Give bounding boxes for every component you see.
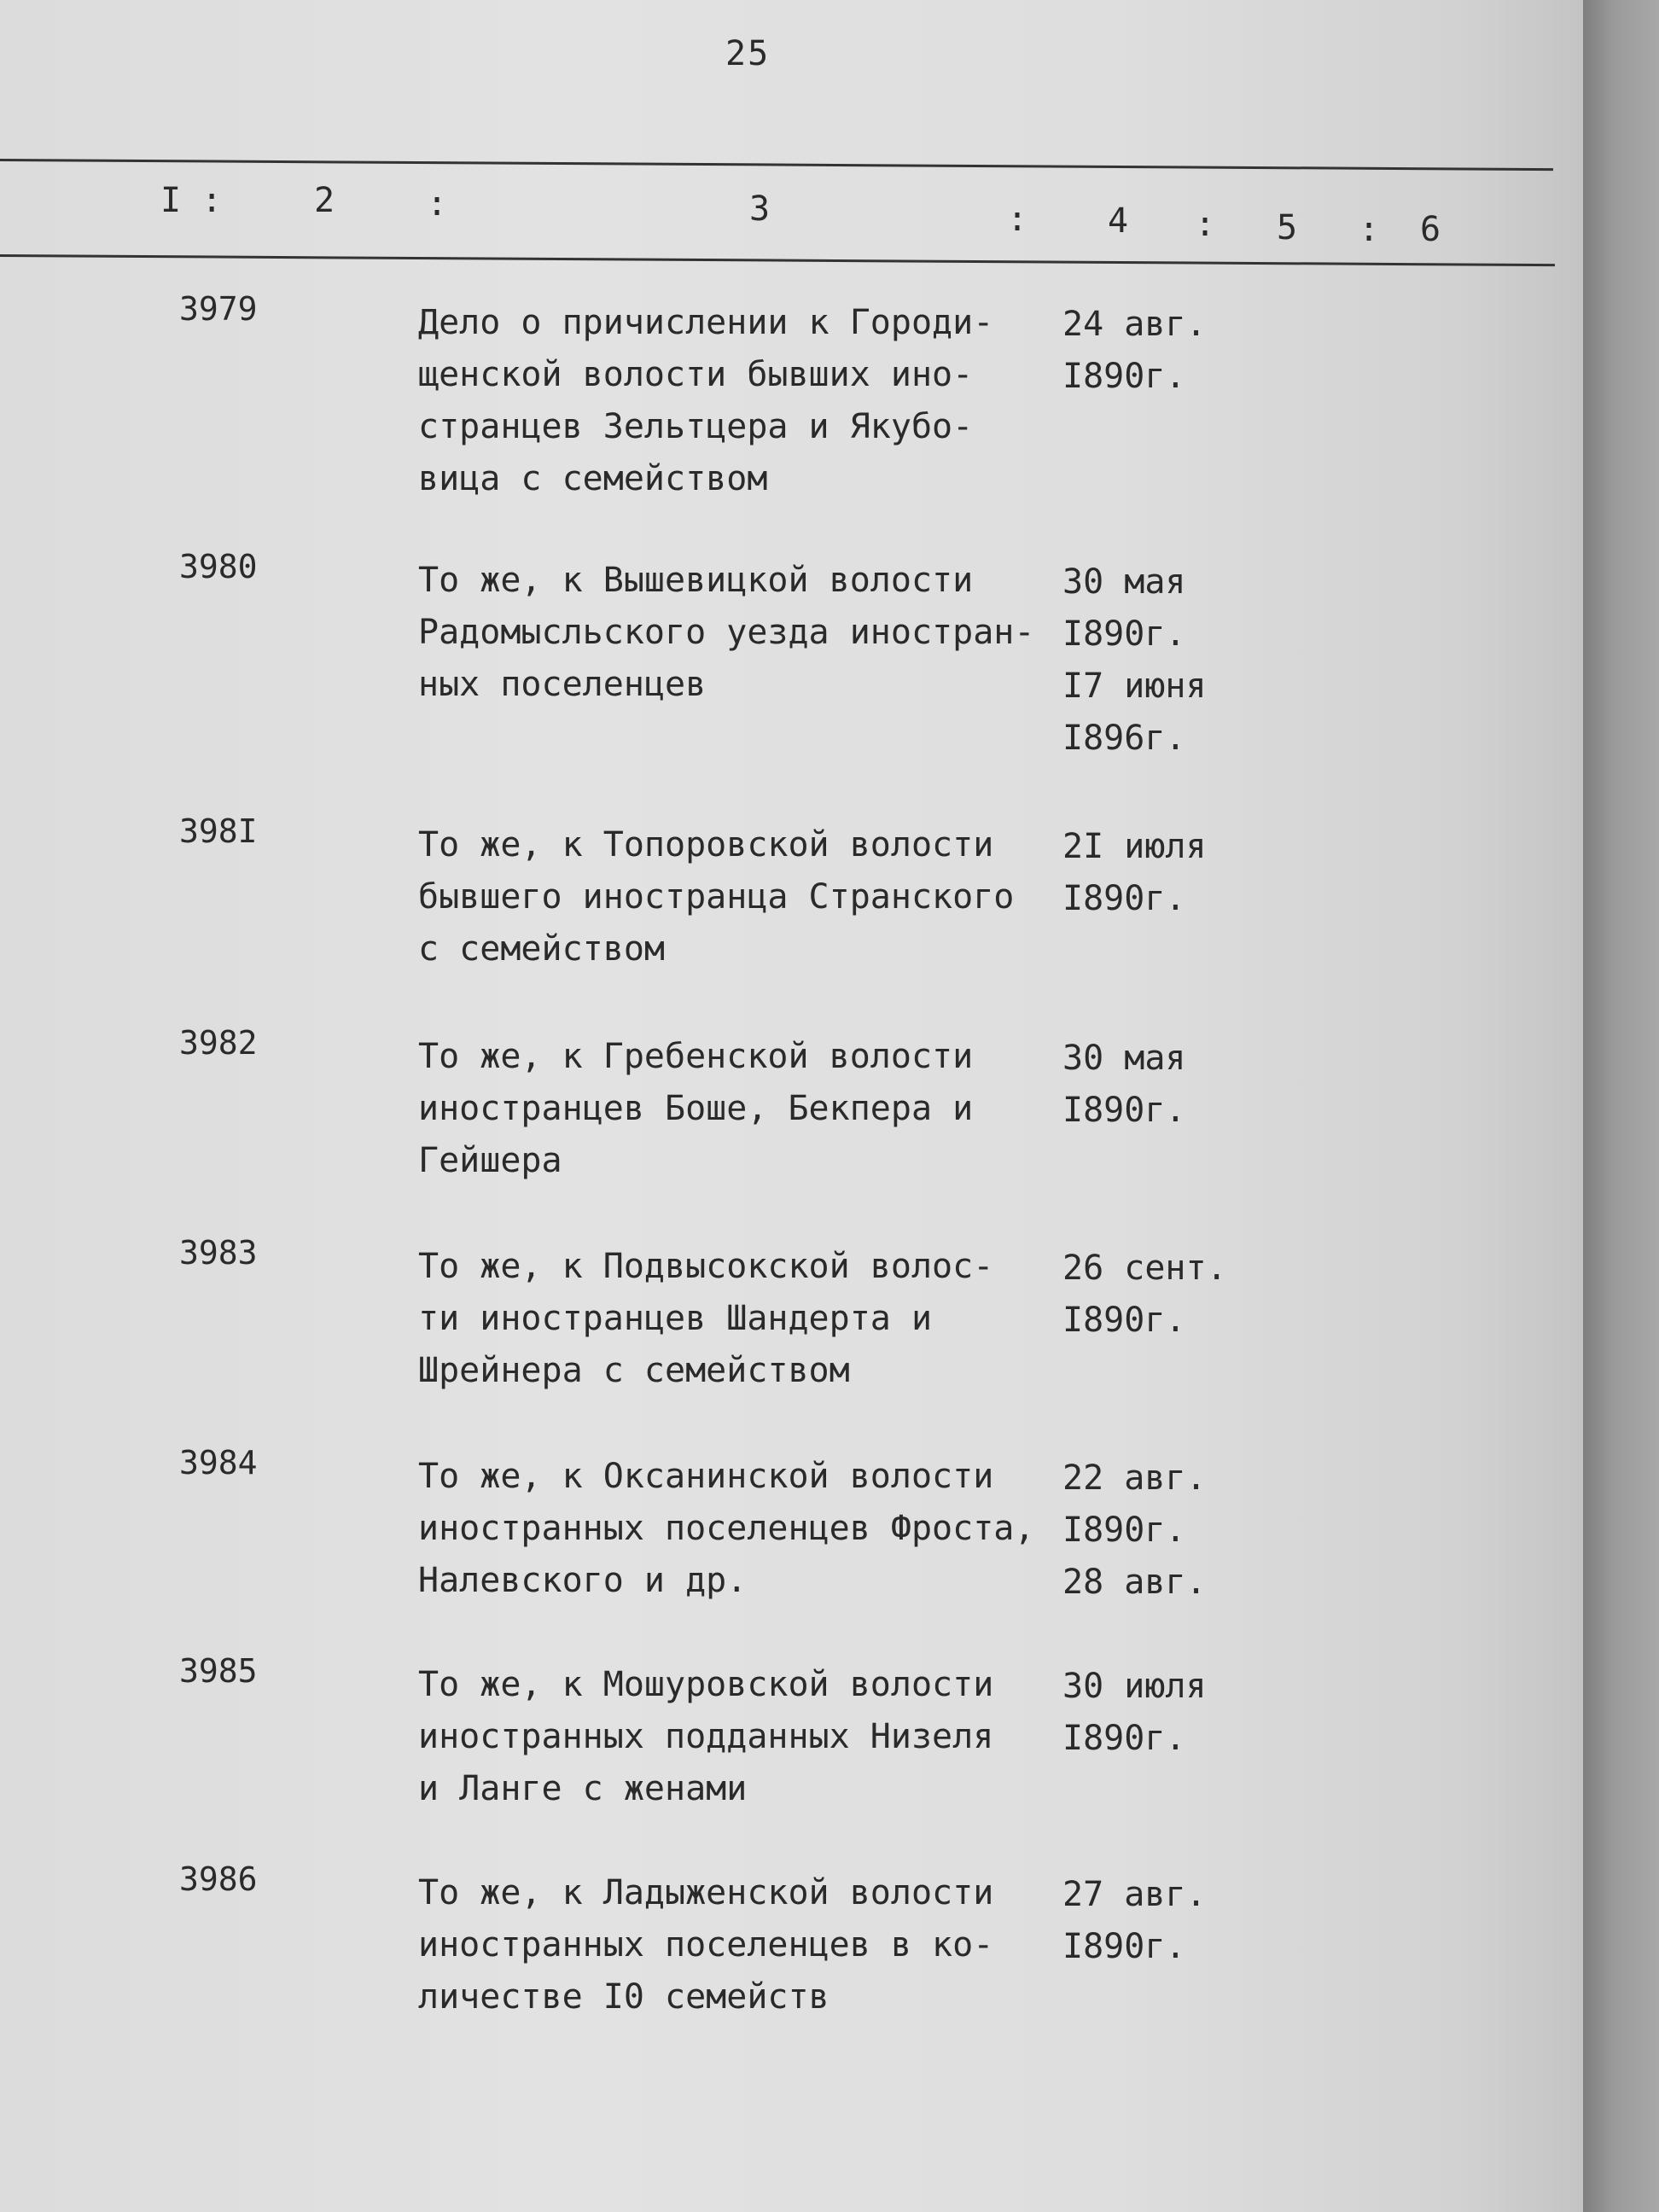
date-line: I890г. [1062, 1301, 1186, 1340]
entry-description [418, 1659, 1067, 1815]
date-line: 28 авг. [1062, 1563, 1207, 1602]
description-line: иностранных поселенцев в ко- [418, 1925, 994, 1965]
date-line: 30 мая [1062, 1039, 1186, 1078]
description-line: Шрейнера с семейством [418, 1351, 850, 1390]
entry-number: 398I [179, 812, 258, 850]
entry-number: 3980 [179, 548, 258, 585]
description-line: личестве I0 семейств [418, 1977, 830, 2017]
list-item [0, 290, 1536, 498]
list-item [0, 1024, 1536, 1229]
entry-description [418, 1241, 1067, 1397]
date-line: I890г. [1062, 614, 1186, 654]
list-item [0, 1234, 1536, 1439]
description-line: вица с семейством [418, 459, 768, 498]
description-line: То же, к Мошуровской волости [418, 1665, 994, 1704]
entry-date [1062, 1661, 1207, 1765]
date-line: 30 мая [1062, 562, 1186, 602]
entry-number: 3979 [179, 290, 258, 328]
date-line: I890г. [1062, 1511, 1186, 1550]
description-line: странцев Зельтцера и Якубо- [418, 407, 974, 446]
entry-description [418, 297, 1067, 505]
description-line: Радомысльского уезда иностран- [418, 613, 1035, 652]
column-header-1: I : [160, 181, 223, 220]
description-line: с семейством [418, 929, 665, 969]
date-line: I890г. [1062, 357, 1186, 396]
list-item [0, 548, 1536, 758]
list-item [0, 1860, 1536, 2065]
entry-description [418, 1451, 1067, 1607]
date-line: I890г. [1062, 1091, 1186, 1130]
entry-date [1062, 1243, 1227, 1347]
description-line: Налевского и др. [418, 1561, 748, 1600]
description-line: То же, к Оксанинской волости [418, 1457, 994, 1496]
entry-number: 3983 [179, 1234, 258, 1272]
entry-date [1062, 1452, 1207, 1609]
description-line: То же, к Ладыженской волости [418, 1873, 994, 1912]
entry-date [1062, 821, 1207, 925]
entry-date [1062, 1869, 1207, 1973]
column-header-5: 5 [1277, 208, 1298, 247]
date-line: I7 июня [1062, 667, 1207, 706]
column-separator: : [1359, 210, 1380, 249]
description-line: иностранных поселенцев Фроста, [418, 1509, 1035, 1548]
date-line: 24 авг. [1062, 305, 1207, 344]
page-number: 25 [725, 34, 771, 73]
entry-description [418, 555, 1067, 711]
column-header-4: 4 [1108, 201, 1129, 241]
description-line: То же, к Гребенской волости [418, 1037, 974, 1076]
entry-date [1062, 1033, 1186, 1137]
entry-date [1062, 299, 1207, 403]
description-line: иностранных подданных Низеля [418, 1717, 994, 1756]
description-line: щенской волости бывших ино- [418, 355, 974, 394]
list-item [0, 1444, 1536, 1649]
column-separator: : [1195, 205, 1216, 244]
list-item [0, 1652, 1536, 1857]
entry-number: 3985 [179, 1652, 258, 1690]
column-header-6: 6 [1420, 210, 1441, 249]
description-line: иностранцев Боше, Бекпера и [418, 1089, 974, 1128]
description-line: и Ланге с женами [418, 1769, 748, 1808]
page-edge-shadow [1583, 0, 1659, 2212]
date-line: I890г. [1062, 1927, 1186, 1966]
header-rule-top [0, 159, 1553, 171]
description-line: То же, к Топоровской волости [418, 825, 994, 864]
date-line: 30 июля [1062, 1667, 1207, 1706]
description-line: ных поселенцев [418, 665, 707, 704]
date-line: I890г. [1062, 1719, 1186, 1758]
entry-number: 3984 [179, 1444, 258, 1481]
entry-number: 3982 [179, 1024, 258, 1062]
header-rule-bottom [0, 254, 1555, 266]
date-line: 27 авг. [1062, 1875, 1207, 1914]
list-item [0, 812, 1536, 1017]
date-line: 26 сент. [1062, 1249, 1227, 1288]
entry-date [1062, 556, 1207, 765]
description-line: То же, к Вышевицкой волости [418, 561, 974, 600]
description-line: Гейшера [418, 1141, 562, 1180]
entry-number: 3986 [179, 1860, 258, 1898]
description-line: Дело о причислении к Городи- [418, 303, 994, 342]
column-header-2: 2 [314, 181, 335, 220]
description-line: ти иностранцев Шандерта и [418, 1299, 933, 1338]
date-line: I896г. [1062, 719, 1186, 758]
description-line: То же, к Подвысокской волос- [418, 1247, 994, 1286]
column-header-3: 3 [749, 189, 771, 229]
date-line: 22 авг. [1062, 1458, 1207, 1498]
column-separator: : [427, 184, 448, 224]
column-separator: : [1007, 200, 1028, 239]
entry-description [418, 819, 1067, 975]
entry-description [418, 1031, 1067, 1187]
date-line: I890г. [1062, 879, 1186, 918]
entry-description [418, 1867, 1067, 2023]
date-line: 2I июля [1062, 827, 1207, 866]
description-line: бывшего иностранца Странского [418, 877, 1015, 917]
